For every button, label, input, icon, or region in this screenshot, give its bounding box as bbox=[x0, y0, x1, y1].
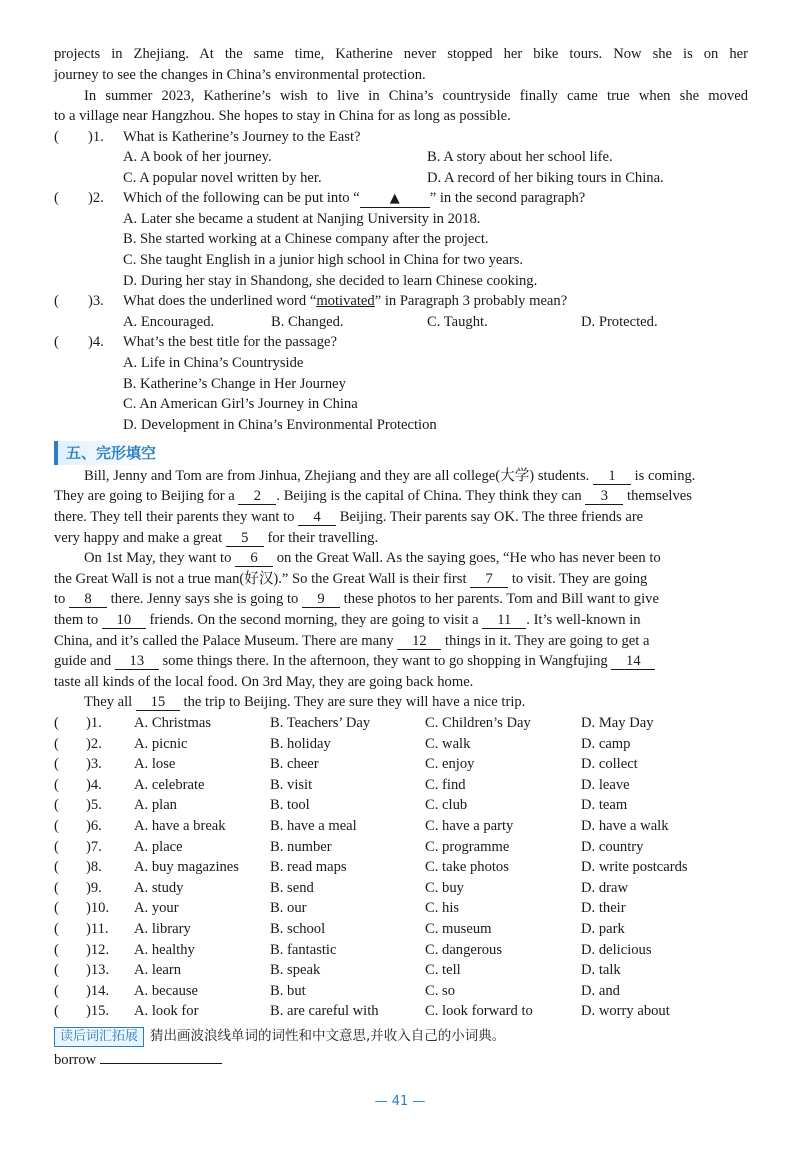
answer-paren[interactable]: ( bbox=[54, 776, 59, 793]
choice-number: )11. bbox=[86, 921, 109, 937]
passage-line: projects in Zhejiang. At the same time, Katherine never stopped her bike tours. Now she is on her bbox=[54, 46, 748, 62]
choice-number: )3. bbox=[86, 756, 102, 773]
option-b: B. Katherine’s Change in Her Journey bbox=[123, 376, 346, 392]
choice-row bbox=[54, 837, 748, 857]
option-c: C. walk bbox=[425, 735, 471, 752]
option-a: A. lose bbox=[134, 756, 176, 773]
blank-10[interactable]: 10 bbox=[102, 612, 146, 629]
option-a: A. look for bbox=[134, 1003, 199, 1020]
option-c: C. A popular novel written by her. bbox=[123, 170, 322, 186]
choice-number: )14. bbox=[86, 982, 110, 999]
choice-number: )10. bbox=[86, 900, 110, 917]
triangle-blank bbox=[360, 190, 430, 208]
option-b: B. She started working at a Chinese company after the project. bbox=[123, 231, 489, 247]
answer-paren[interactable]: ( bbox=[54, 962, 59, 979]
question-3 bbox=[54, 291, 748, 311]
vocab-word: borrow bbox=[54, 1052, 97, 1068]
option-b: B. send bbox=[270, 879, 314, 896]
option-d: D. team bbox=[581, 797, 628, 814]
answer-paren[interactable]: ( bbox=[54, 900, 59, 917]
option-c: C. have a party bbox=[425, 818, 514, 834]
answer-paren[interactable]: ( bbox=[54, 859, 59, 876]
options-row bbox=[54, 147, 748, 167]
answer-paren[interactable]: ( bbox=[54, 293, 59, 309]
choice-row bbox=[54, 857, 748, 877]
option-a: A. your bbox=[134, 900, 179, 917]
choice-number: )7. bbox=[86, 838, 102, 855]
cloze-line: Bill, Jenny and Tom are from Jinhua, Zhejiang and they are all college(大学) students. 1 is coming. bbox=[84, 468, 696, 484]
question-text: What does the underlined word “motivated” in Paragraph 3 probably mean? bbox=[123, 293, 568, 309]
passage-line: journey to see the changes in China’s environmental protection. bbox=[54, 67, 426, 83]
option-a: A. place bbox=[134, 838, 183, 855]
options-row bbox=[54, 168, 748, 188]
option-c: C. enjoy bbox=[425, 756, 475, 773]
option-d: D. talk bbox=[581, 962, 621, 979]
question-1 bbox=[54, 127, 748, 147]
option-c: C. tell bbox=[425, 962, 461, 979]
option-d: D. Development in China’s Environmental Protection bbox=[123, 417, 437, 433]
option-b: B. number bbox=[270, 838, 332, 855]
answer-paren[interactable]: ( bbox=[54, 756, 59, 773]
cloze-line: there. They tell their parents they want to 4 Beijing. Their parents say OK. The three friends are bbox=[54, 509, 644, 525]
option-a: A. study bbox=[134, 879, 184, 896]
option-d: D. their bbox=[581, 900, 626, 917]
answer-paren[interactable]: ( bbox=[54, 941, 59, 958]
option-d: D. leave bbox=[581, 776, 630, 793]
question-text: What’s the best title for the passage? bbox=[123, 334, 337, 350]
option-c: C. club bbox=[425, 797, 468, 814]
option-b: B. A story about her school life. bbox=[427, 149, 613, 165]
option-a: A. Life in China’s Countryside bbox=[123, 355, 304, 371]
choice-row bbox=[54, 775, 748, 795]
option-a: A. A book of her journey. bbox=[123, 149, 272, 165]
blank-6[interactable]: 6 bbox=[235, 550, 273, 567]
choice-row bbox=[54, 754, 748, 774]
question-text: Which of the following can be put into “ ▲ ” in the second paragraph? bbox=[123, 190, 586, 206]
option-d: D. Protected. bbox=[581, 314, 658, 330]
option-d: D. collect bbox=[581, 756, 638, 773]
option-d: D. country bbox=[581, 838, 644, 855]
vocab-instruction: 猜出画波浪线单词的词性和中文意思,并收入自己的小词典。 bbox=[150, 1028, 506, 1044]
triangle-icon: ▲ bbox=[389, 191, 400, 206]
choice-number: )12. bbox=[86, 941, 110, 958]
cloze-line: very happy and make a great 5 for their travelling. bbox=[54, 530, 379, 546]
choice-number: )6. bbox=[86, 818, 102, 834]
option-c: C. his bbox=[425, 900, 460, 917]
cloze-line: They are going to Beijing for a 2 . Beijing is the capital of China. They think they can 3 themselves bbox=[54, 488, 692, 504]
option-a: A. Encouraged. bbox=[123, 314, 215, 330]
answer-paren[interactable]: ( bbox=[54, 334, 59, 350]
choice-row bbox=[54, 898, 748, 918]
choice-number: )5. bbox=[86, 797, 102, 814]
section-title: 五、完形填空 bbox=[54, 441, 164, 465]
option-c: C. Taught. bbox=[427, 314, 488, 330]
option-d: D. During her stay in Shandong, she decided to learn Chinese cooking. bbox=[123, 273, 538, 289]
vocab-answer-field[interactable] bbox=[100, 1049, 222, 1064]
cloze-line: them to 10 friends. On the second morning, they are going to visit a 11 . It’s well-known in bbox=[54, 612, 641, 628]
blank-4[interactable]: 4 bbox=[298, 509, 336, 526]
option-b: B. our bbox=[270, 900, 307, 917]
vocab-extension bbox=[54, 1026, 505, 1047]
answer-paren[interactable]: ( bbox=[54, 129, 59, 145]
question-number: )2. bbox=[88, 190, 104, 206]
option-a: A. picnic bbox=[134, 735, 188, 752]
option-a: A. learn bbox=[134, 962, 182, 979]
option-b: B. visit bbox=[270, 776, 313, 793]
option-c: C. museum bbox=[425, 921, 492, 937]
vocab-tag: 读后词汇拓展 bbox=[54, 1027, 144, 1047]
cloze-line: guide and 13 some things there. In the afternoon, they want to go shopping in Wangfujing 14 bbox=[54, 651, 748, 671]
option-a: A. buy magazines bbox=[134, 859, 239, 876]
answer-paren[interactable]: ( bbox=[54, 735, 59, 752]
page-number: — 41 — bbox=[374, 1094, 426, 1109]
answer-paren[interactable]: ( bbox=[54, 879, 59, 896]
passage-line: to a village near Hangzhou. She hopes to stay in China for as long as possible. bbox=[54, 108, 511, 124]
blank-9[interactable]: 9 bbox=[302, 591, 340, 608]
cloze-line: China, and it’s called the Palace Museum. There are many 12 things in it. They are going to get a bbox=[54, 633, 650, 649]
option-a: A. because bbox=[134, 982, 199, 999]
option-b: B. fantastic bbox=[270, 941, 337, 958]
option-c: C. take photos bbox=[425, 859, 509, 876]
choice-row bbox=[54, 960, 748, 980]
option-a: A. Christmas bbox=[134, 715, 212, 731]
underlined-word: motivated bbox=[316, 293, 375, 309]
choice-number: )15. bbox=[86, 1003, 110, 1020]
choice-number: )1. bbox=[86, 715, 102, 731]
cloze-line: taste all kinds of the local food. On 3rd May, they are going back home. bbox=[54, 674, 474, 690]
answer-paren[interactable]: ( bbox=[54, 838, 59, 855]
choice-number: )8. bbox=[86, 859, 102, 876]
choice-number: )9. bbox=[86, 879, 102, 896]
answer-paren[interactable]: ( bbox=[54, 190, 59, 206]
option-a: A. Later she became a student at Nanjing University in 2018. bbox=[123, 211, 481, 227]
option-b: B. Teachers’ Day bbox=[270, 715, 371, 731]
option-d: D. draw bbox=[581, 879, 629, 896]
option-c: C. look forward to bbox=[425, 1003, 533, 1020]
option-b: B. read maps bbox=[270, 859, 347, 876]
choice-row bbox=[54, 816, 748, 836]
vocab-entry bbox=[54, 1049, 222, 1070]
option-c: C. She taught English in a junior high school in China for two years. bbox=[123, 252, 524, 268]
choice-number: )4. bbox=[86, 776, 102, 793]
blank-3[interactable]: 3 bbox=[585, 488, 623, 505]
question-number: )4. bbox=[88, 334, 104, 350]
choice-row bbox=[54, 734, 748, 754]
option-b: B. Changed. bbox=[271, 314, 344, 330]
answer-paren[interactable]: ( bbox=[54, 1003, 59, 1020]
blank-8[interactable]: 8 bbox=[69, 591, 107, 608]
option-c: C. programme bbox=[425, 838, 510, 855]
option-c: C. dangerous bbox=[425, 941, 503, 958]
blank-12[interactable]: 12 bbox=[397, 633, 441, 650]
question-number: )3. bbox=[88, 293, 104, 309]
blank-5[interactable]: 5 bbox=[226, 530, 264, 547]
answer-paren[interactable]: ( bbox=[54, 818, 59, 834]
option-b: B. holiday bbox=[270, 735, 331, 752]
answer-paren[interactable]: ( bbox=[54, 797, 59, 814]
option-d: D. park bbox=[581, 921, 625, 937]
answer-paren[interactable]: ( bbox=[54, 982, 59, 999]
option-b: B. are careful with bbox=[270, 1003, 379, 1020]
option-d: D. A record of her biking tours in China. bbox=[427, 170, 664, 186]
option-d: D. and bbox=[581, 982, 620, 999]
option-a: A. plan bbox=[134, 797, 177, 814]
option-d: D. delicious bbox=[581, 941, 652, 958]
option-b: B. cheer bbox=[270, 756, 319, 773]
blank-14[interactable]: 14 bbox=[611, 653, 655, 670]
option-d: D. camp bbox=[581, 735, 631, 752]
option-d: D. write postcards bbox=[581, 859, 688, 876]
option-a: A. have a break bbox=[134, 818, 226, 834]
answer-paren[interactable]: ( bbox=[54, 715, 59, 731]
choice-number: )13. bbox=[86, 962, 110, 979]
cloze-line: the Great Wall is not a true man(好汉).” So the Great Wall is their first 7 to visit. They are going bbox=[54, 571, 648, 587]
choice-row bbox=[54, 940, 748, 960]
choice-row bbox=[54, 713, 748, 733]
question-4 bbox=[54, 332, 748, 352]
option-c: C. find bbox=[425, 776, 466, 793]
option-b: B. tool bbox=[270, 797, 310, 814]
blank-2[interactable]: 2 bbox=[238, 488, 276, 505]
option-c: C. buy bbox=[425, 879, 464, 896]
question-2 bbox=[54, 188, 748, 208]
option-a: A. library bbox=[134, 921, 191, 937]
choice-number: )2. bbox=[86, 735, 102, 752]
cloze-line: They all 15 the trip to Beijing. They are sure they will have a nice trip. bbox=[84, 694, 526, 710]
blank-11[interactable]: 11 bbox=[482, 612, 526, 629]
options-row bbox=[54, 312, 748, 332]
option-d: D. worry about bbox=[581, 1003, 670, 1020]
choice-row bbox=[54, 795, 748, 815]
passage-line: In summer 2023, Katherine’s wish to live in China’s countryside finally came true when she moved bbox=[84, 88, 748, 104]
option-c: C. An American Girl’s Journey in China bbox=[123, 396, 358, 412]
option-d: D. have a walk bbox=[581, 818, 669, 834]
option-b: B. but bbox=[270, 982, 306, 999]
choice-row bbox=[54, 981, 748, 1001]
blank-15[interactable]: 15 bbox=[136, 694, 180, 711]
answer-paren[interactable]: ( bbox=[54, 921, 59, 937]
question-number: )1. bbox=[88, 129, 104, 145]
cloze-line: to 8 there. Jenny says she is going to 9 these photos to her parents. Tom and Bill want to give bbox=[54, 591, 659, 607]
blank-1[interactable]: 1 bbox=[593, 468, 631, 485]
cloze-line: On 1st May, they want to 6 on the Great Wall. As the saying goes, “He who has never been to bbox=[84, 550, 661, 566]
choice-row bbox=[54, 1001, 748, 1021]
option-c: C. Children’s Day bbox=[425, 715, 531, 731]
question-text: What is Katherine’s Journey to the East? bbox=[123, 129, 361, 145]
choice-row bbox=[54, 878, 748, 898]
option-a: A. healthy bbox=[134, 941, 195, 958]
option-b: B. have a meal bbox=[270, 818, 357, 834]
choice-row bbox=[54, 919, 748, 939]
option-b: B. speak bbox=[270, 962, 321, 979]
option-c: C. so bbox=[425, 982, 456, 999]
blank-13[interactable]: 13 bbox=[115, 653, 159, 670]
option-b: B. school bbox=[270, 921, 326, 937]
blank-7[interactable]: 7 bbox=[470, 571, 508, 588]
option-a: A. celebrate bbox=[134, 776, 205, 793]
option-d: D. May Day bbox=[581, 715, 654, 731]
